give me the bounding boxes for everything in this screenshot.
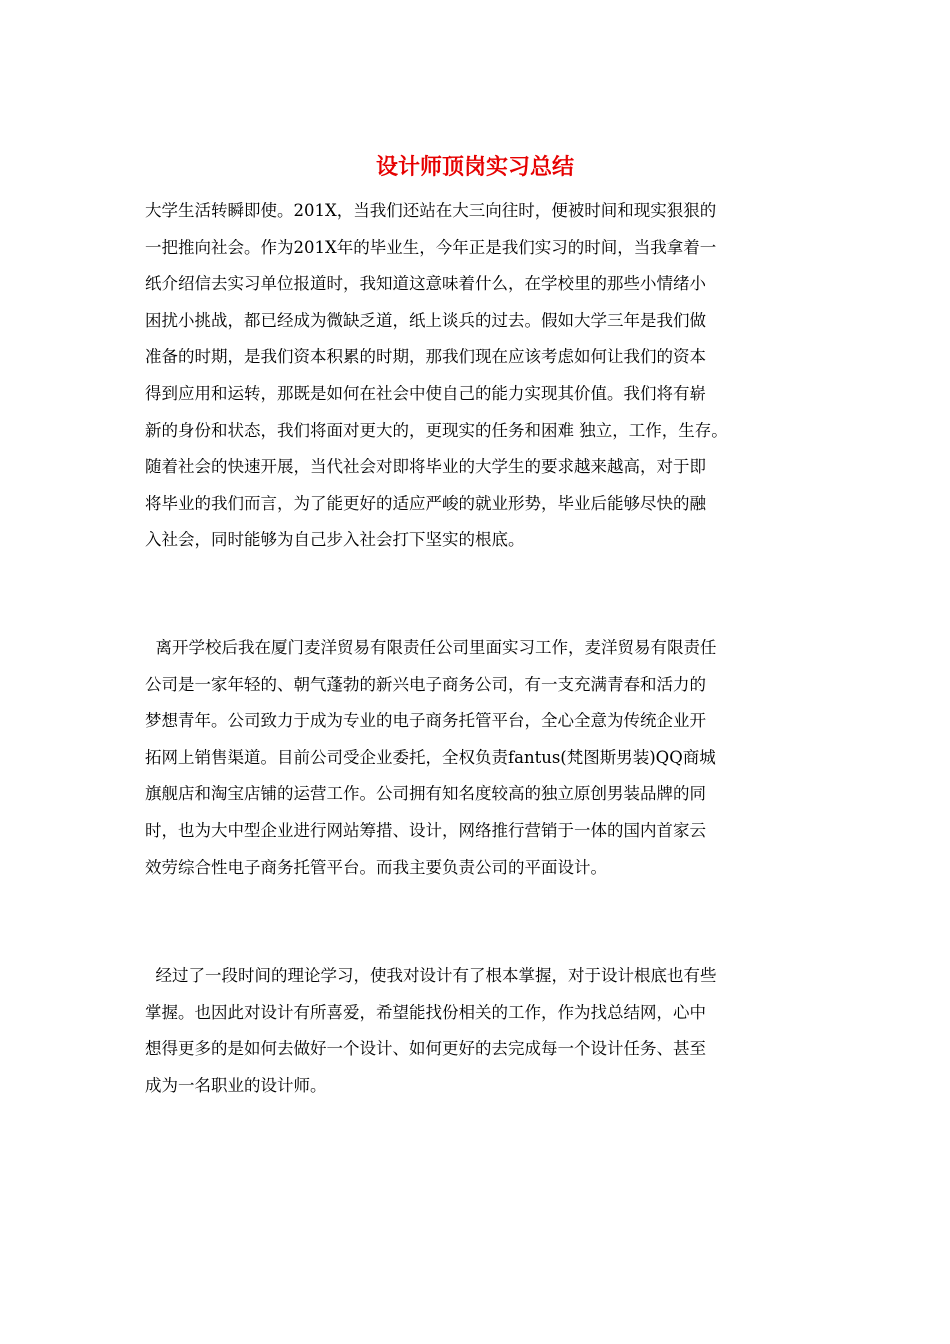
paragraph-line: 得到应用和运转，那既是如何在社会中使自己的能力实现其价值。我们将有崭 (145, 383, 706, 403)
paragraph-study (145, 958, 717, 1104)
paragraph-company (145, 630, 717, 886)
paragraph-line: 离开学校后我在厦门麦洋贸易有限责任公司里面实习工作，麦洋贸易有限责任 (145, 638, 717, 657)
paragraph-line: 一把推向社会。作为201X年的毕业生，今年正是我们实习的时间，当我拿着一 (145, 237, 717, 257)
paragraph-line: 梦想青年。公司致力于成为专业的电子商务托管平台，全心全意为传统企业开 (145, 711, 706, 731)
paragraph-line: 随着社会的快速开展，当代社会对即将毕业的大学生的要求越来越高，对于即 (145, 457, 706, 477)
paragraph-line: 拓网上销售渠道。目前公司受企业委托，全权负责fantus(梵图斯男装)QQ商城 (145, 747, 716, 767)
document-title: 设计师顶岗实习总结 (375, 155, 574, 180)
paragraph-line: 公司是一家年轻的、朝气蓬勃的新兴电子商务公司，有一支充满青春和活力的 (145, 674, 706, 694)
paragraph-line: 经过了一段时间的理论学习，使我对设计有了根本掌握，对于设计根底也有些 (145, 966, 717, 985)
paragraph-line: 将毕业的我们而言，为了能更好的适应严峻的就业形势，毕业后能够尽快的融 (145, 493, 706, 513)
paragraph-line: 纸介绍信去实习单位报道时，我知道这意味着什么，在学校里的那些小情绪小 (145, 274, 706, 294)
paragraph-line: 旗舰店和淘宝店铺的运营工作。公司拥有知名度较高的独立原创男装品牌的同 (145, 784, 706, 804)
paragraph-line: 掌握。也因此对设计有所喜爱，希望能找份相关的工作，作为找总结网，心中 (145, 1002, 706, 1022)
paragraph-line: 成为一名职业的设计师。 (145, 1075, 327, 1095)
paragraph-line: 准备的时期，是我们资本积累的时期，那我们现在应该考虑如何让我们的资本 (145, 347, 706, 367)
paragraph-line: 时，也为大中型企业进行网站筹措、设计，网络推行营销于一体的国内首家云 (145, 820, 706, 840)
paragraph-line: 困扰小挑战，都已经成为微缺乏道，纸上谈兵的过去。假如大学三年是我们做 (145, 310, 706, 330)
paragraph-line: 效劳综合性电子商务托管平台。而我主要负责公司的平面设计。 (145, 857, 607, 877)
paragraph-line: 入社会，同时能够为自己步入社会打下坚实的根底。 (145, 530, 525, 550)
paragraph-line: 想得更多的是如何去做好一个设计、如何更好的去完成每一个设计任务、甚至 (145, 1039, 706, 1059)
paragraph-line: 新的身份和状态，我们将面对更大的，更现实的任务和困难 独立，工作，生存。 (145, 420, 728, 440)
paragraph-line: 大学生活转瞬即使。201X，当我们还站在大三向往时，便被时间和现实狠狠的 (145, 201, 717, 220)
paragraph-intro (145, 193, 728, 559)
